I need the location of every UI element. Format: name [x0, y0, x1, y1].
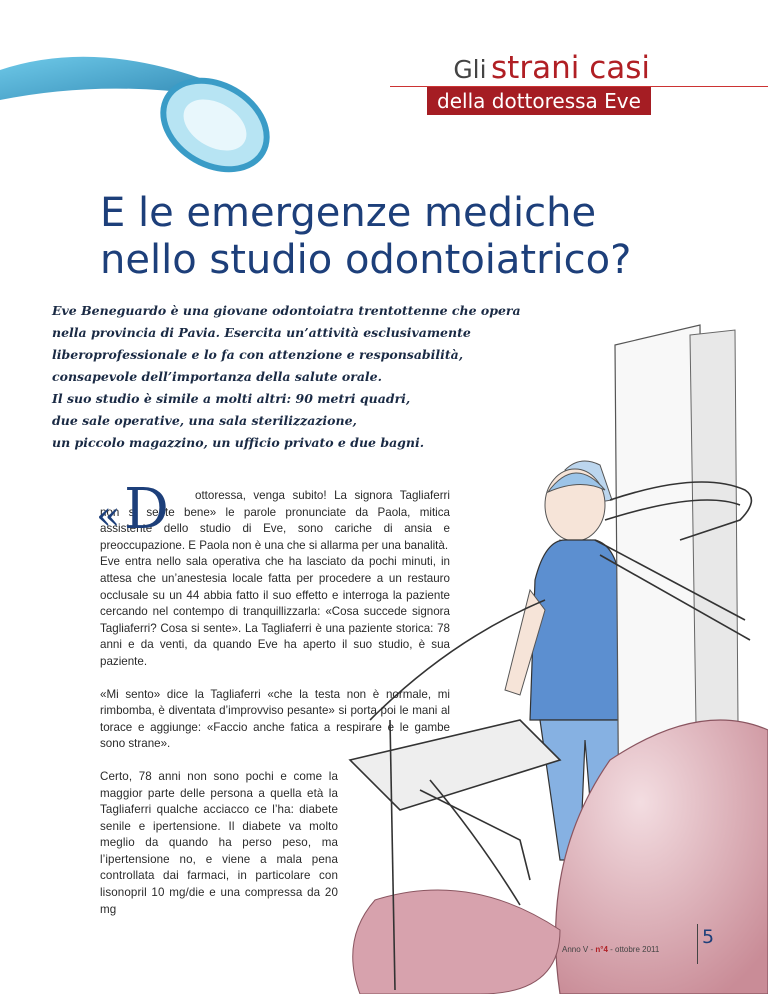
intro-line: nella provincia di Pavia. Esercita un’attività esclusivamente: [52, 325, 471, 340]
article-headline: [100, 190, 631, 284]
headline-line-2: nello studio odontoiatrico?: [100, 237, 632, 283]
footer-prefix: Anno V -: [562, 945, 596, 954]
intro-line: liberoprofessionale e lo fa con attenzione e responsabilità,: [52, 347, 464, 362]
issue-number: n°4: [595, 945, 608, 954]
intro-line: Eve Beneguardo è una giovane odontoiatra trentottenne che opera: [52, 303, 521, 318]
intro-line: un piccolo magazzino, un ufficio privato e due bagni.: [52, 435, 425, 450]
footer-date: - ottobre 2011: [607, 945, 660, 954]
paragraph-3: «Mi sento» dice la Tagliaferri «che la testa non è normale, mi rimbomba, è diventata d’improvviso pesante» si porta poi le mani al torace e aggiunge: «Faccio anche fatica a respirare e le gambe sono strane».: [100, 687, 450, 751]
paragraph-4: Certo, 78 anni non sono pochi e come la maggior parte delle persona a quella età la Tagliaferri qualche acciacco ce l’ha: diabete senile e ipertensione. Il diabete va molto meglio da quando ha perso peso, ma l’ipertensione no, e viene a mala pena controllata dai farmaci, in particolare con lisonopril 10 mg/die e una compressa da 20 mg: [100, 769, 338, 916]
paragraph-1: ottoressa, venga subito! La signora Tagliaferri non si sente bene» le parole pronunciate da Paola, mitica assistente dello studio di Eve, sono cariche di ansia e preoccupazione. E Paola non è una che si allarma per una banalità.: [100, 489, 450, 552]
page-number-divider: [697, 924, 698, 964]
rubric-title: strani casi: [491, 50, 650, 86]
drop-cap: D: [124, 477, 169, 542]
section-rubric: [453, 50, 650, 86]
intro-line: consapevole dell’importanza della salute orale.: [52, 369, 382, 384]
issue-footer: [562, 945, 659, 954]
paragraph-2: Eve entra nello sala operativa che ha lasciato da pochi minuti, in attesa che un’anestesia locale fatta per procedere a un restauro occlusale su un 44 abbia fatto il suo effetto e interroga la paziente cercando nel contempo di tranquillizzarla: «Cosa succede signora Tagliaferri? Cosa si sente». La Tagliaferri è una paziente storica: 78 anni e da venti, da quando Eve ha aperto il suo studio, è sua paziente.: [100, 555, 450, 668]
page-number: 5: [702, 926, 715, 948]
intro-line: Il suo studio è simile a molti altri: 90 metri quadri,: [52, 391, 411, 406]
rubric-prefix: Gli: [453, 55, 487, 84]
dental-mirror-icon: [0, 57, 283, 187]
article-body: [96, 477, 450, 934]
opening-quote-mark: «: [96, 493, 121, 539]
lead-paragraph-wrap: [96, 477, 450, 554]
intro-line: due sale operative, una sala sterilizzazione,: [52, 413, 357, 428]
rubric-subtitle: della dottoressa Eve: [427, 87, 651, 115]
headline-line-1: E le emergenze mediche: [100, 190, 597, 236]
article-intro: [52, 300, 522, 454]
